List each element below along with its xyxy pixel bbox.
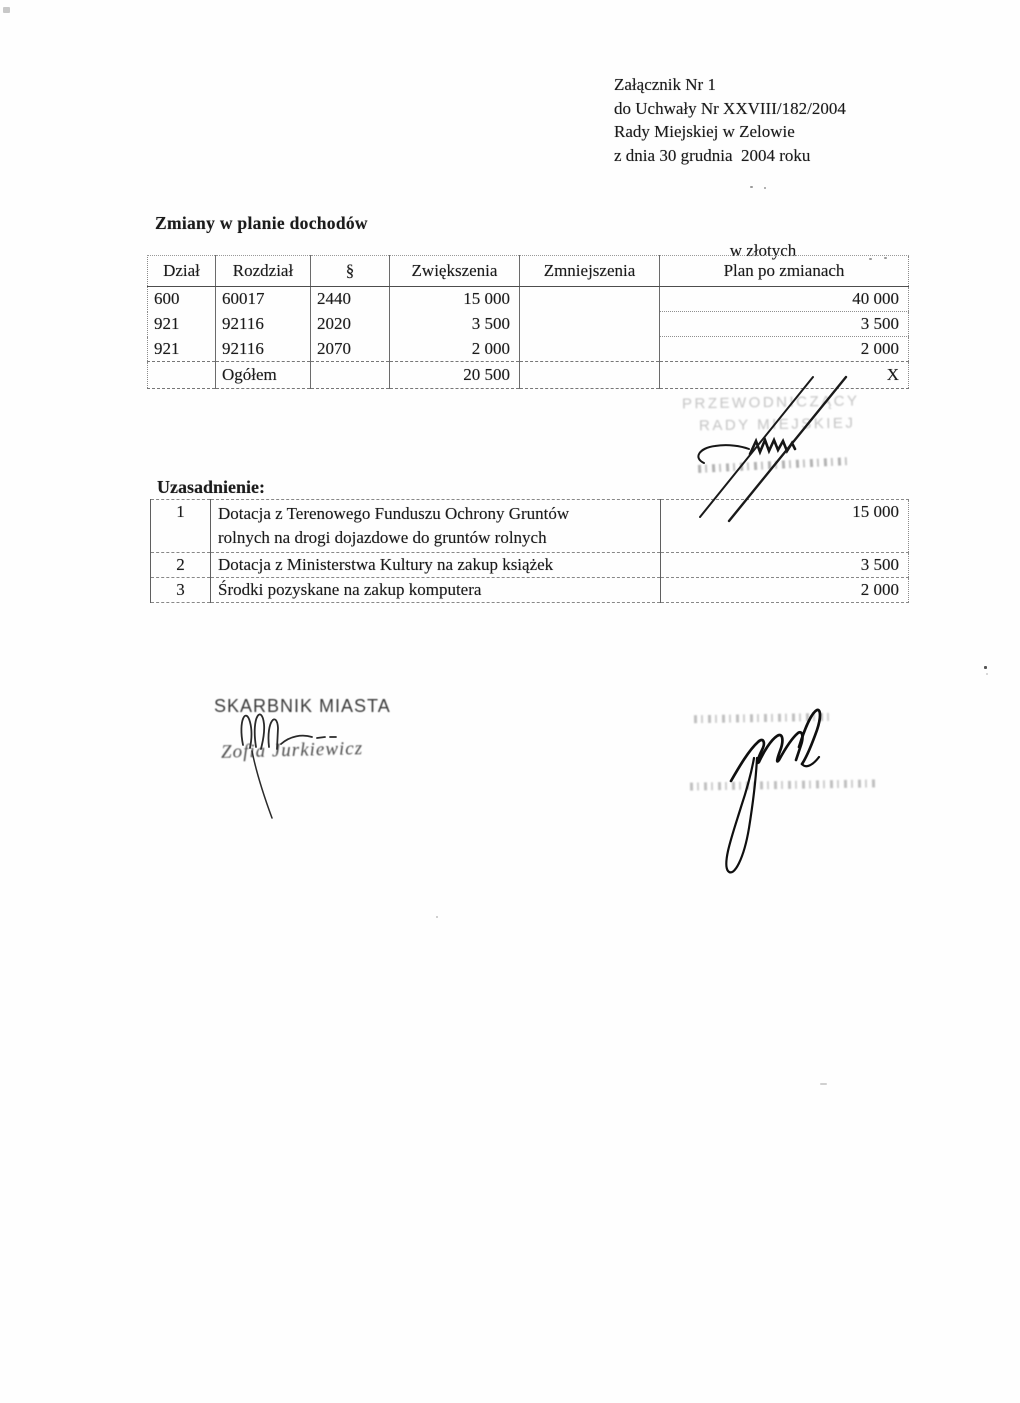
cell-rozdzial: 92116 xyxy=(216,337,311,362)
header-line-attachment: Załącznik Nr 1 xyxy=(614,75,716,94)
col-header-zwiekszenia: Zwiększenia xyxy=(390,256,520,287)
cell-empty xyxy=(148,362,216,389)
cell-zwiekszenia: 15 000 xyxy=(390,287,520,312)
cell-rozdzial: 92116 xyxy=(216,312,311,337)
cell-paragraph: 2020 xyxy=(311,312,390,337)
cell-number: 3 xyxy=(151,578,211,603)
cell-description xyxy=(211,500,661,553)
total-label: Ogółem xyxy=(216,362,311,389)
cell-amount: 3 500 xyxy=(661,553,909,578)
cell-plan: 40 000 xyxy=(660,287,909,312)
cell-zmniejszenia xyxy=(520,287,660,312)
scan-speck xyxy=(884,257,887,259)
treasurer-stamp-title: SKARBNIK MIASTA xyxy=(214,696,391,716)
cell-amount: 2 000 xyxy=(661,578,909,603)
treasurer-stamp-name: Zofia Jurkiewicz xyxy=(220,738,364,763)
justification-table xyxy=(150,499,909,603)
illegible-caption-strip xyxy=(698,457,850,473)
cell-description: Środki pozyskane na zakup komputera xyxy=(211,578,661,603)
cell-dzial: 921 xyxy=(148,312,216,337)
cell-paragraph: 2440 xyxy=(311,287,390,312)
cell-zwiekszenia: 2 000 xyxy=(390,337,520,362)
total-zwiekszenia: 20 500 xyxy=(390,362,520,389)
scan-speck xyxy=(869,258,872,260)
cell-empty xyxy=(311,362,390,389)
col-header-rozdzial: Rozdział xyxy=(216,256,311,287)
cell-zmniejszenia xyxy=(520,337,660,362)
cell-zmniejszenia xyxy=(520,312,660,337)
illegible-stamp-strip xyxy=(694,713,834,723)
chairman-stamp-line2: RADY MIEJSKIEJ xyxy=(698,414,856,435)
justification-heading: Uzasadnienie: xyxy=(157,477,265,497)
table-row xyxy=(151,500,909,553)
scan-speck xyxy=(986,673,988,675)
header-line-council: Rady Miejskiej w Zelowie xyxy=(614,122,795,141)
document-title: Zmiany w planie dochodów xyxy=(155,213,368,233)
income-table-header-row xyxy=(148,256,909,287)
cell-plan: 2 000 xyxy=(660,337,909,362)
col-header-plan: Plan po zmianach xyxy=(660,256,909,287)
chairman-signature xyxy=(698,440,795,463)
cell-empty xyxy=(520,362,660,389)
table-row xyxy=(151,553,909,578)
illegible-stamp-strip xyxy=(690,779,875,790)
official-signature xyxy=(726,710,820,872)
table-row xyxy=(148,312,909,337)
currency-note: w złotych xyxy=(729,241,797,260)
header-line-date: z dnia 30 grudnia 2004 roku xyxy=(614,145,811,165)
scan-speck xyxy=(984,666,987,669)
cell-amount: 15 000 xyxy=(661,500,909,553)
col-header-zmniejszenia: Zmniejszenia xyxy=(520,256,660,287)
scan-speck xyxy=(820,1083,827,1085)
cell-dzial: 600 xyxy=(148,287,216,312)
table-row xyxy=(151,578,909,603)
attachment-header xyxy=(614,73,846,167)
cell-zwiekszenia: 3 500 xyxy=(390,312,520,337)
cell-description: Dotacja z Ministerstwa Kultury na zakup książek xyxy=(211,553,661,578)
header-line-resolution: do Uchwały Nr XXVIII/182/2004 xyxy=(614,98,846,118)
treasurer-signature xyxy=(241,714,336,818)
cell-plan: 3 500 xyxy=(660,312,909,337)
cell-rozdzial: 60017 xyxy=(216,287,311,312)
scan-speck xyxy=(3,7,10,13)
col-header-paragraph: § xyxy=(311,256,390,287)
total-row xyxy=(148,362,909,389)
chairman-stamp-line1: PRZEWODNICZĄCY xyxy=(681,392,860,413)
description-text: Dotacja z Terenowego Funduszu Ochrony Gruntów rolnych na drogi dojazdowe do gruntów rolnych xyxy=(218,504,570,547)
cell-dzial: 921 xyxy=(148,337,216,362)
table-row xyxy=(148,287,909,312)
col-header-dzial: Dział xyxy=(148,256,216,287)
cell-number: 2 xyxy=(151,553,211,578)
cell-number: 1 xyxy=(151,500,211,553)
scan-speck xyxy=(764,187,766,189)
cell-paragraph: 2070 xyxy=(311,337,390,362)
scan-speck xyxy=(436,916,438,918)
scan-speck xyxy=(750,186,753,188)
total-plan: X xyxy=(660,362,909,389)
table-row xyxy=(148,337,909,362)
income-changes-table xyxy=(147,255,909,389)
